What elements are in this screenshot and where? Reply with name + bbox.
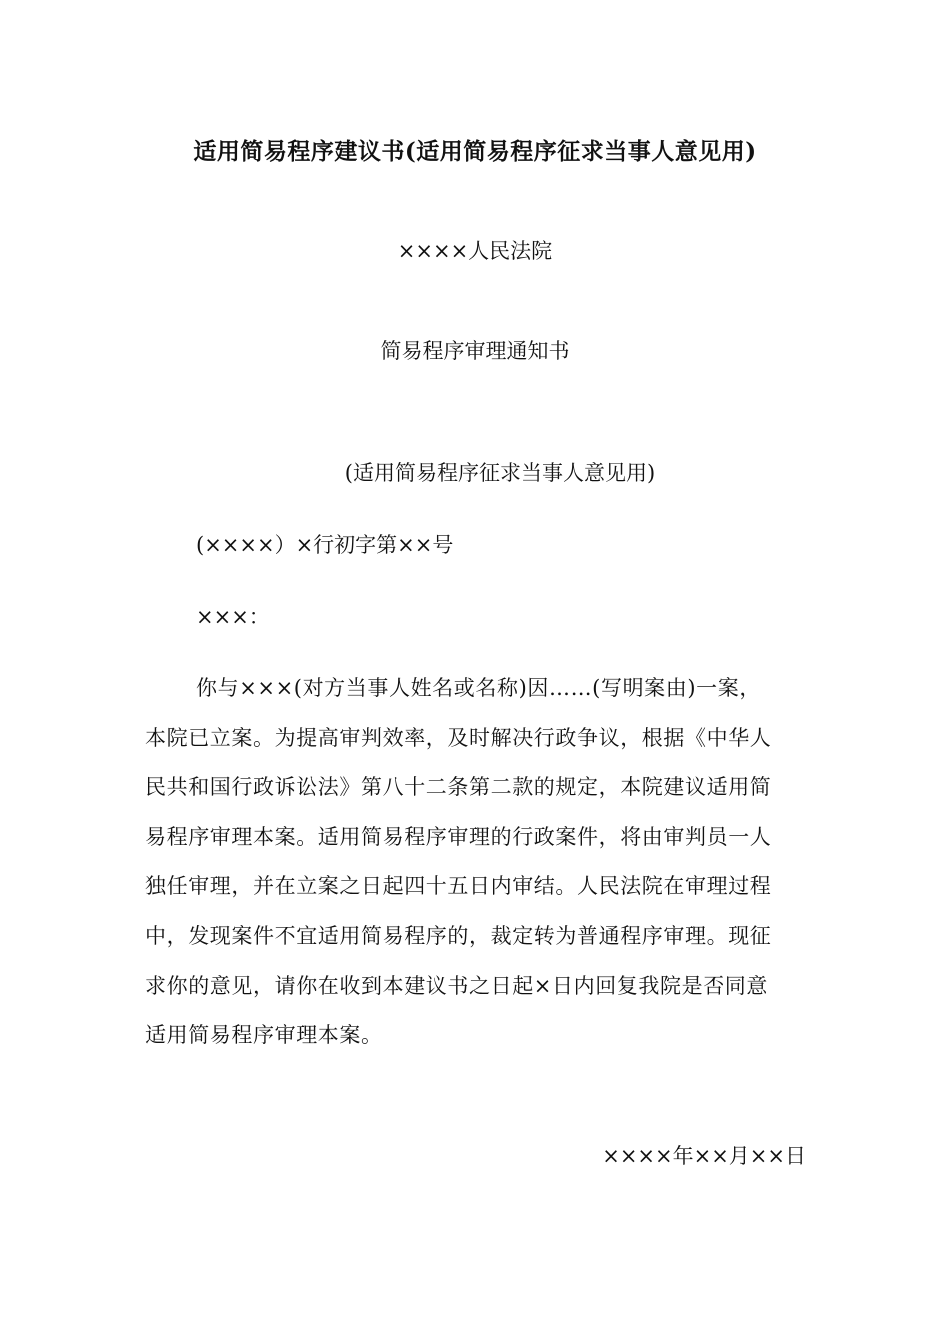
document-date: ××××年××月××日	[602, 1144, 806, 1168]
body-line: 中，发现案件不宜适用简易程序的，裁定转为普通程序审理。现征	[145, 923, 772, 948]
body-line: 易程序审理本案。适用简易程序审理的行政案件，将由审判员一人	[145, 824, 772, 849]
document-subtitle: (适用简易程序征求当事人意见用)	[344, 461, 656, 485]
case-number: (××××）×行初字第××号	[196, 533, 454, 557]
addressee: ×××：	[196, 605, 270, 629]
document-title: 适用简易程序建议书(适用简易程序征求当事人意见用)	[193, 138, 757, 165]
body-line: 本院已立案。为提高审判效率，及时解决行政争议，根据《中华人	[145, 725, 772, 750]
document-name: 简易程序审理通知书	[380, 339, 570, 363]
body-line: 求你的意见，请你在收到本建议书之日起×日内回复我院是否同意	[145, 973, 768, 998]
body-line: 你与×××(对方当事人姓名或名称)因……(写明案由)一案，	[196, 676, 761, 700]
body-line: 适用简易程序审理本案。	[145, 1023, 383, 1048]
body-line: 独任审理，并在立案之日起四十五日内审结。人民法院在审理过程	[145, 874, 772, 899]
body-paragraph	[145, 668, 807, 1065]
body-line: 民共和国行政诉讼法》第八十二条第二款的规定，本院建议适用简	[145, 775, 772, 800]
court-name: ××××人民法院	[397, 239, 553, 263]
